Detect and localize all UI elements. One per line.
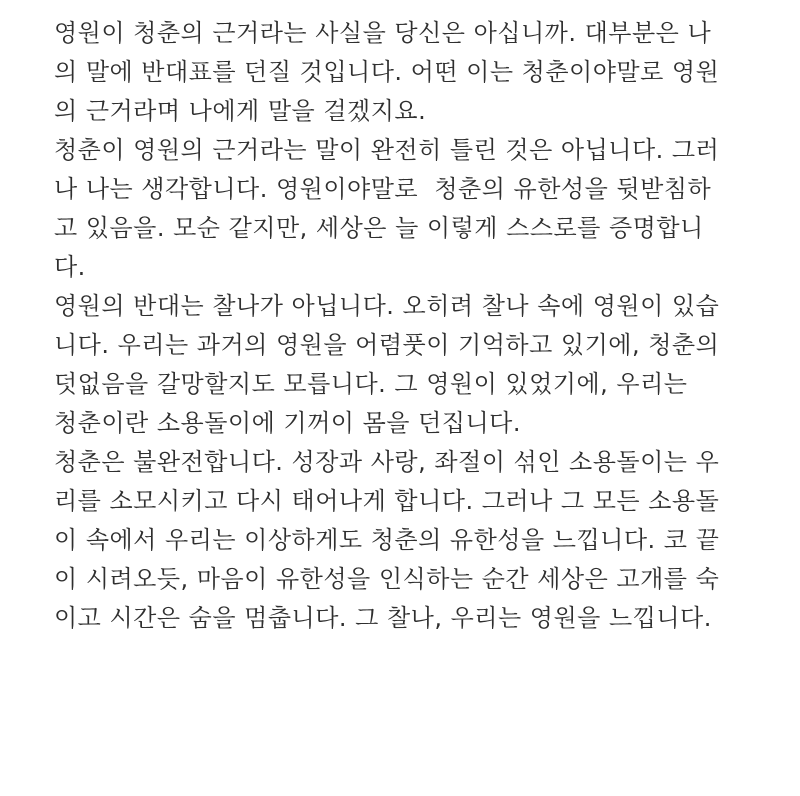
paragraph-1 [54, 14, 760, 131]
paragraph-1-line-2: 의 말에 반대표를 던질 것입니다. 어떤 이는 청춘이야말로 영원 [54, 58, 720, 86]
paragraph-4 [54, 443, 760, 638]
paragraph-4-line-2: 리를 소모시키고 다시 태어나게 합니다. 그러나 그 모든 소용돌 [54, 487, 720, 515]
paragraph-3-line-3: 덧없음을 갈망할지도 모릅니다. 그 영원이 있었기에, 우리는 [54, 370, 688, 398]
paragraph-1-line-3: 의 근거라며 나에게 말을 걸겠지요. [54, 97, 427, 125]
paragraph-2 [54, 131, 760, 287]
paragraph-3-line-4: 청춘이란 소용돌이에 기꺼이 몸을 던집니다. [54, 409, 521, 437]
paragraph-2-line-3: 고 있음을. 모순 같지만, 세상은 늘 이렇게 스스로를 증명합니 [54, 214, 704, 242]
paragraph-4-line-5: 이고 시간은 숨을 멈춥니다. 그 찰나, 우리는 영원을 느낍니다. [54, 604, 712, 632]
paragraph-3 [54, 287, 760, 443]
paragraph-1-line-1: 영원이 청춘의 근거라는 사실을 당신은 아십니까. 대부분은 나 [54, 19, 712, 47]
paragraph-4-line-3: 이 속에서 우리는 이상하게도 청춘의 유한성을 느낍니다. 코 끝 [54, 526, 720, 554]
paragraph-3-line-1: 영원의 반대는 찰나가 아닙니다. 오히려 찰나 속에 영원이 있습 [54, 292, 720, 320]
paragraph-2-line-2: 나 나는 생각합니다. 영원이야말로 청춘의 유한성을 뒷받침하 [54, 175, 712, 203]
paragraph-3-line-2: 니다. 우리는 과거의 영원을 어렴풋이 기억하고 있기에, 청춘의 [54, 331, 720, 359]
paragraph-4-line-1: 청춘은 불완전합니다. 성장과 사랑, 좌절이 섞인 소용돌이는 우 [54, 448, 720, 476]
paragraph-4-line-4: 이 시려오듯, 마음이 유한성을 인식하는 순간 세상은 고개를 숙 [54, 565, 720, 593]
paragraph-2-line-4: 다. [54, 253, 86, 281]
paragraph-2-line-1: 청춘이 영원의 근거라는 말이 완전히 틀린 것은 아닙니다. 그러 [54, 136, 720, 164]
